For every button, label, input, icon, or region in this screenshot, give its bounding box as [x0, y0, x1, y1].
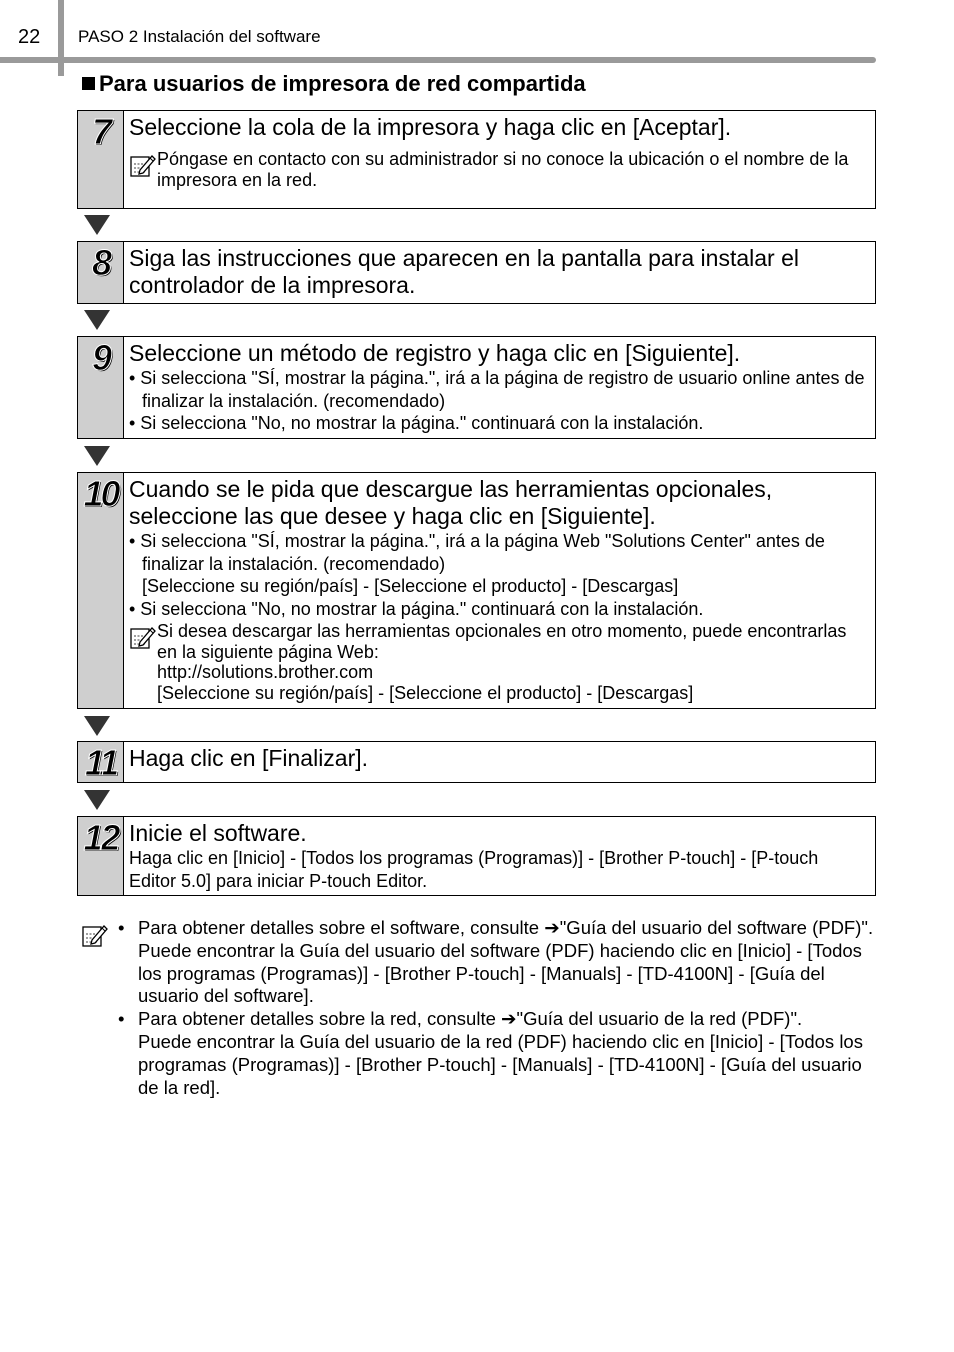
down-arrow-icon: [84, 446, 110, 466]
bullet-item: • Si selecciona "No, no mostrar la página." continuará con la instalación.: [129, 598, 704, 619]
reference-link: "Guía del usuario del software (PDF)".: [559, 917, 874, 938]
down-arrow-icon: [84, 790, 110, 810]
step-number: 10: [78, 473, 124, 708]
bullet-item: • Si selecciona "SÍ, mostrar la página.", irá a la página de registro de usuario online antes de finalizar la instalación. (recomendado): [129, 368, 865, 411]
step-12: [77, 816, 876, 896]
down-arrow-icon: [84, 310, 110, 330]
arrow-right-icon: ➔: [501, 1008, 517, 1030]
bottom-notes: [80, 917, 880, 1099]
bottom-note-item: • Para obtener detalles sobre el software, consulte ➔"Guía del usuario del software (PDF)". Puede encontrar la Guía del usuario del software (PDF) haciendo clic en [Inicio] - [Todos los programas (Programas)] - [Brother P-touch] - [Manuals] - [TD-4100N] - [Guía del usuario del software].: [118, 917, 878, 1008]
step-title: Seleccione la cola de la impresora y haga clic en [Aceptar].: [129, 114, 732, 140]
step-number: 7: [78, 111, 124, 208]
bullet-dot: •: [118, 917, 125, 938]
note-pencil-icon: [80, 921, 110, 949]
header-vertical-bar: [58, 0, 64, 76]
bottom-note-item: • Para obtener detalles sobre la red, consulte ➔"Guía del usuario de la red (PDF)". Puede encontrar la Guía del usuario de la red (PDF) haciendo clic en [Inicio] - [Todos los programas (Programas)] - [Brother P-touch] - [Manuals] - [TD-4100N] - [Guía del usuario de la red].: [118, 1008, 878, 1099]
note-text: Póngase en contacto con su administrador si no conoce la ubicación o el nombre de la impresora en la red.: [157, 149, 849, 190]
square-bullet-icon: [82, 77, 95, 90]
page-number: 22: [18, 26, 41, 48]
step-title: Inicie el software.: [129, 820, 307, 846]
bullet-item: • Si selecciona "SÍ, mostrar la página.", irá a la página Web "Solutions Center" antes de finalizar la instalación. (recomendado): [129, 531, 825, 574]
reference-link: "Guía del usuario de la red (PDF)".: [516, 1008, 803, 1030]
step-number: 9: [78, 337, 124, 438]
step-number: 11: [78, 742, 124, 782]
note-pencil-icon: [129, 151, 157, 179]
header-horizontal-bar: [0, 57, 876, 63]
note-path: [Seleccione su región/país] - [Seleccione el producto] - [Descargas]: [157, 682, 694, 703]
step-number: 8: [78, 242, 124, 303]
step-11: [77, 741, 876, 783]
bullet-item: • Si selecciona "No, no mostrar la página." continuará con la instalación.: [129, 413, 704, 433]
down-arrow-icon: [84, 716, 110, 736]
note-detail: Puede encontrar la Guía del usuario de la red (PDF) haciendo clic en [Inicio] - [Todos los programas (Programas)] - [Brother P-touch] - [Manuals] - [TD-4100N] - [Guía del usuario de la red].: [138, 1030, 863, 1098]
section-title: Para usuarios de impresora de red compartida: [82, 71, 586, 97]
step-text: Haga clic en [Inicio] - [Todos los programas (Programas)] - [Brother P-touch] - [P-touch Editor 5.0] para iniciar P-touch Editor.: [129, 848, 819, 891]
down-arrow-icon: [84, 215, 110, 235]
step-7: [77, 110, 876, 209]
note-text: Si desea descargar las herramientas opcionales en otro momento, puede encontrarlas en la siguiente página Web:: [157, 621, 847, 662]
step-title: Seleccione un método de registro y haga clic en [Siguiente].: [129, 340, 741, 366]
step-title: Siga las instrucciones que aparecen en la pantalla para instalar el controlador de la impresora.: [129, 245, 799, 298]
header-title: PASO 2 Instalación del software: [78, 27, 321, 46]
note: [129, 621, 869, 703]
step-10: [77, 472, 876, 709]
arrow-right-icon: ➔: [544, 917, 560, 938]
bullet-path: [Seleccione su región/país] - [Seleccione el producto] - [Descargas]: [142, 576, 679, 596]
note-url[interactable]: http://solutions.brother.com: [157, 662, 374, 682]
note: [129, 149, 869, 190]
note-pencil-icon: [129, 623, 157, 651]
note-detail: Puede encontrar la Guía del usuario del software (PDF) haciendo clic en [Inicio] - [Todos los programas (Programas)] - [Brother P-touch] - [Manuals] - [TD-4100N] - [Guía del usuario del software].: [138, 939, 862, 1007]
step-number: 12: [78, 817, 124, 895]
bullet-dot: •: [118, 1008, 125, 1030]
step-title: Haga clic en [Finalizar].: [129, 745, 369, 771]
step-title: Cuando se le pida que descargue las herramientas opcionales, seleccione las que desee y haga clic en [Siguiente].: [129, 476, 773, 529]
step-9: [77, 336, 876, 439]
step-8: [77, 241, 876, 304]
